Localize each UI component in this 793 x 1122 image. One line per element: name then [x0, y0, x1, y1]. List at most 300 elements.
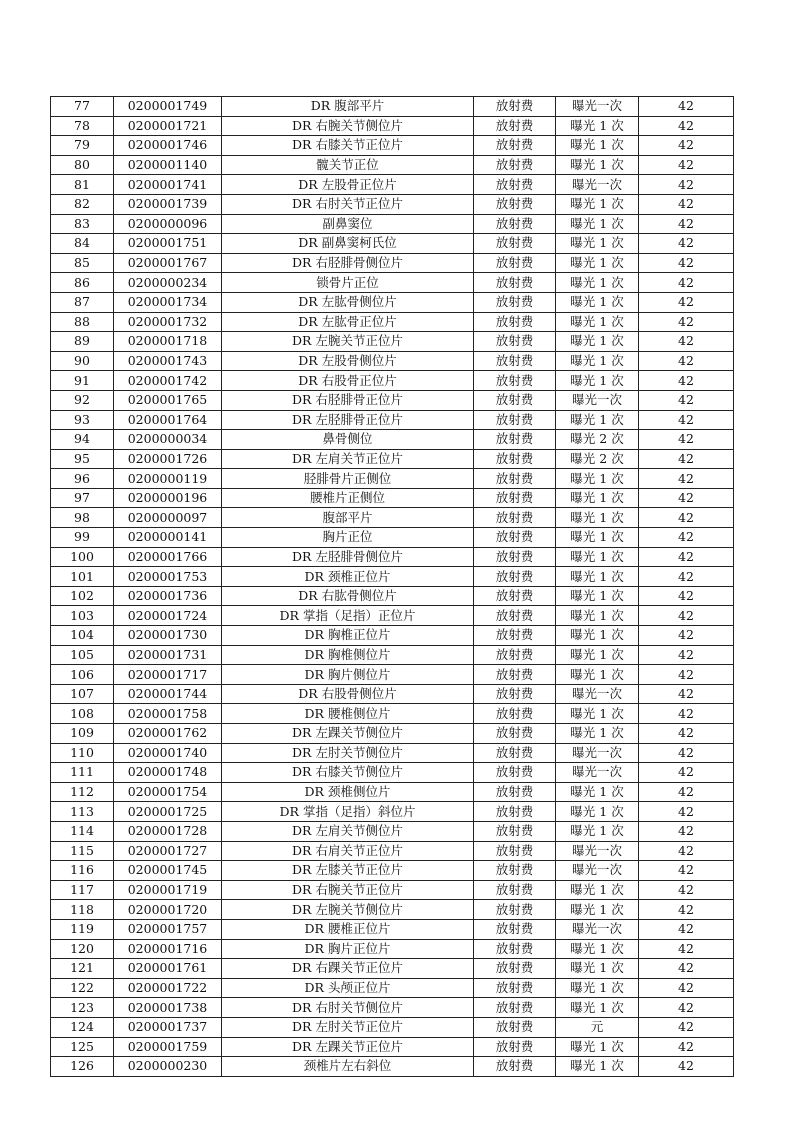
- cell-unit: 曝光 1 次: [556, 469, 639, 489]
- cell-item-code: 0200001726: [114, 449, 222, 469]
- cell-fee-category: 放射费: [474, 116, 556, 136]
- cell-price: 42: [639, 880, 734, 900]
- cell-unit: 曝光 1 次: [556, 547, 639, 567]
- cell-unit: 曝光 1 次: [556, 273, 639, 293]
- table-row: [51, 1017, 734, 1037]
- cell-unit: 曝光 1 次: [556, 371, 639, 391]
- cell-item-name: 腰椎片正侧位: [222, 488, 474, 508]
- cell-unit: 曝光 1 次: [556, 194, 639, 214]
- cell-price: 42: [639, 547, 734, 567]
- cell-price: 42: [639, 586, 734, 606]
- cell-unit: 曝光 1 次: [556, 410, 639, 430]
- cell-item-name: DR 头颅正位片: [222, 978, 474, 998]
- cell-item-name: DR 颈椎侧位片: [222, 782, 474, 802]
- cell-price: 42: [639, 939, 734, 959]
- cell-fee-category: 放射费: [474, 528, 556, 548]
- cell-item-code: 0200001739: [114, 194, 222, 214]
- table-row: [51, 253, 734, 273]
- cell-number: 121: [51, 959, 114, 979]
- cell-unit: 曝光 1 次: [556, 880, 639, 900]
- cell-fee-category: 放射费: [474, 371, 556, 391]
- cell-unit: 曝光一次: [556, 763, 639, 783]
- cell-item-code: 0200001744: [114, 684, 222, 704]
- cell-price: 42: [639, 234, 734, 254]
- cell-fee-category: 放射费: [474, 821, 556, 841]
- table-row: [51, 1057, 734, 1077]
- cell-number: 97: [51, 488, 114, 508]
- cell-fee-category: 放射费: [474, 449, 556, 469]
- cell-fee-category: 放射费: [474, 782, 556, 802]
- cell-unit: 曝光 2 次: [556, 430, 639, 450]
- cell-item-code: 0200001734: [114, 292, 222, 312]
- cell-item-code: 0200001764: [114, 410, 222, 430]
- cell-fee-category: 放射费: [474, 214, 556, 234]
- table-row: [51, 332, 734, 352]
- cell-number: 102: [51, 586, 114, 606]
- cell-fee-category: 放射费: [474, 508, 556, 528]
- cell-item-name: DR 左肱骨侧位片: [222, 292, 474, 312]
- cell-unit: 曝光 1 次: [556, 116, 639, 136]
- cell-item-code: 0200001746: [114, 136, 222, 156]
- cell-price: 42: [639, 253, 734, 273]
- cell-fee-category: 放射费: [474, 175, 556, 195]
- cell-item-name: DR 右股骨正位片: [222, 371, 474, 391]
- table-row: [51, 155, 734, 175]
- cell-unit: 曝光 1 次: [556, 528, 639, 548]
- cell-item-name: DR 右踝关节正位片: [222, 959, 474, 979]
- cell-number: 83: [51, 214, 114, 234]
- table-row: [51, 430, 734, 450]
- cell-unit: 曝光 1 次: [556, 351, 639, 371]
- cell-item-code: 0200001717: [114, 665, 222, 685]
- cell-unit: 曝光一次: [556, 684, 639, 704]
- cell-item-name: DR 左肱骨正位片: [222, 312, 474, 332]
- cell-number: 105: [51, 645, 114, 665]
- cell-fee-category: 放射费: [474, 665, 556, 685]
- cell-price: 42: [639, 97, 734, 117]
- cell-price: 42: [639, 292, 734, 312]
- cell-item-name: DR 腰椎侧位片: [222, 704, 474, 724]
- cell-unit: 曝光 1 次: [556, 136, 639, 156]
- cell-unit: 曝光一次: [556, 175, 639, 195]
- table-row: [51, 743, 734, 763]
- cell-price: 42: [639, 626, 734, 646]
- table-row: [51, 214, 734, 234]
- table-row: [51, 371, 734, 391]
- table-row: [51, 763, 734, 783]
- table-row: [51, 959, 734, 979]
- cell-item-code: 0200001719: [114, 880, 222, 900]
- cell-price: 42: [639, 351, 734, 371]
- cell-price: 42: [639, 743, 734, 763]
- cell-item-name: DR 掌指（足指）斜位片: [222, 802, 474, 822]
- cell-fee-category: 放射费: [474, 704, 556, 724]
- cell-item-code: 0200000034: [114, 430, 222, 450]
- cell-fee-category: 放射费: [474, 919, 556, 939]
- cell-item-name: DR 胸椎侧位片: [222, 645, 474, 665]
- cell-price: 42: [639, 508, 734, 528]
- table-row: [51, 978, 734, 998]
- cell-price: 42: [639, 1037, 734, 1057]
- cell-item-code: 0200001742: [114, 371, 222, 391]
- cell-price: 42: [639, 528, 734, 548]
- cell-fee-category: 放射费: [474, 292, 556, 312]
- cell-item-name: DR 右腕关节侧位片: [222, 116, 474, 136]
- cell-fee-category: 放射费: [474, 1057, 556, 1077]
- cell-price: 42: [639, 410, 734, 430]
- cell-number: 96: [51, 469, 114, 489]
- cell-number: 95: [51, 449, 114, 469]
- cell-unit: 曝光一次: [556, 919, 639, 939]
- cell-item-name: DR 右膝关节侧位片: [222, 763, 474, 783]
- cell-item-code: 0200001749: [114, 97, 222, 117]
- cell-fee-category: 放射费: [474, 410, 556, 430]
- cell-item-code: 0200001728: [114, 821, 222, 841]
- cell-number: 116: [51, 861, 114, 881]
- table-row: [51, 508, 734, 528]
- cell-number: 120: [51, 939, 114, 959]
- cell-unit: 曝光一次: [556, 861, 639, 881]
- cell-unit: 元: [556, 1017, 639, 1037]
- table-row: [51, 547, 734, 567]
- cell-item-name: DR 左胫腓骨侧位片: [222, 547, 474, 567]
- cell-fee-category: 放射费: [474, 547, 556, 567]
- cell-item-name: DR 右胫腓骨正位片: [222, 390, 474, 410]
- cell-item-name: DR 左肘关节正位片: [222, 1017, 474, 1037]
- cell-price: 42: [639, 390, 734, 410]
- cell-fee-category: 放射费: [474, 430, 556, 450]
- table-row: [51, 1037, 734, 1057]
- cell-price: 42: [639, 821, 734, 841]
- cell-number: 79: [51, 136, 114, 156]
- cell-number: 93: [51, 410, 114, 430]
- cell-fee-category: 放射费: [474, 841, 556, 861]
- cell-number: 99: [51, 528, 114, 548]
- cell-fee-category: 放射费: [474, 626, 556, 646]
- cell-fee-category: 放射费: [474, 488, 556, 508]
- cell-price: 42: [639, 312, 734, 332]
- cell-fee-category: 放射费: [474, 312, 556, 332]
- cell-fee-category: 放射费: [474, 978, 556, 998]
- cell-price: 42: [639, 645, 734, 665]
- cell-price: 42: [639, 959, 734, 979]
- cell-unit: 曝光一次: [556, 841, 639, 861]
- cell-price: 42: [639, 214, 734, 234]
- cell-item-code: 0200001722: [114, 978, 222, 998]
- cell-unit: 曝光 1 次: [556, 606, 639, 626]
- cell-fee-category: 放射费: [474, 586, 556, 606]
- cell-item-name: 副鼻窦位: [222, 214, 474, 234]
- table-row: [51, 880, 734, 900]
- table-row: [51, 469, 734, 489]
- cell-item-name: 髋关节正位: [222, 155, 474, 175]
- cell-unit: 曝光一次: [556, 743, 639, 763]
- cell-price: 42: [639, 782, 734, 802]
- cell-number: 98: [51, 508, 114, 528]
- table-row: [51, 919, 734, 939]
- cell-number: 94: [51, 430, 114, 450]
- cell-price: 42: [639, 724, 734, 744]
- cell-price: 42: [639, 763, 734, 783]
- cell-item-code: 0200001732: [114, 312, 222, 332]
- cell-unit: 曝光 1 次: [556, 704, 639, 724]
- cell-unit: 曝光 1 次: [556, 508, 639, 528]
- cell-number: 125: [51, 1037, 114, 1057]
- cell-number: 106: [51, 665, 114, 685]
- cell-fee-category: 放射费: [474, 136, 556, 156]
- cell-unit: 曝光 1 次: [556, 782, 639, 802]
- table-row: [51, 175, 734, 195]
- cell-price: 42: [639, 1057, 734, 1077]
- cell-number: 80: [51, 155, 114, 175]
- cell-fee-category: 放射费: [474, 802, 556, 822]
- table-row: [51, 586, 734, 606]
- cell-number: 91: [51, 371, 114, 391]
- cell-number: 118: [51, 900, 114, 920]
- cell-number: 87: [51, 292, 114, 312]
- cell-price: 42: [639, 175, 734, 195]
- cell-fee-category: 放射费: [474, 684, 556, 704]
- cell-price: 42: [639, 469, 734, 489]
- table-row: [51, 97, 734, 117]
- cell-price: 42: [639, 861, 734, 881]
- cell-item-name: DR 左膝关节正位片: [222, 861, 474, 881]
- cell-number: 110: [51, 743, 114, 763]
- cell-item-code: 0200000119: [114, 469, 222, 489]
- cell-number: 109: [51, 724, 114, 744]
- cell-number: 100: [51, 547, 114, 567]
- cell-unit: 曝光 1 次: [556, 645, 639, 665]
- table-row: [51, 116, 734, 136]
- cell-unit: 曝光一次: [556, 390, 639, 410]
- cell-fee-category: 放射费: [474, 606, 556, 626]
- cell-item-code: 0200001731: [114, 645, 222, 665]
- cell-price: 42: [639, 194, 734, 214]
- cell-number: 124: [51, 1017, 114, 1037]
- cell-price: 42: [639, 567, 734, 587]
- cell-item-name: DR 左肘关节侧位片: [222, 743, 474, 763]
- cell-item-code: 0200001727: [114, 841, 222, 861]
- cell-price: 42: [639, 998, 734, 1018]
- cell-number: 81: [51, 175, 114, 195]
- cell-unit: 曝光 1 次: [556, 586, 639, 606]
- cell-item-name: 鼻骨侧位: [222, 430, 474, 450]
- cell-item-code: 0200001740: [114, 743, 222, 763]
- cell-item-name: DR 胸片正位片: [222, 939, 474, 959]
- cell-unit: 曝光 1 次: [556, 253, 639, 273]
- table-row: [51, 273, 734, 293]
- cell-fee-category: 放射费: [474, 194, 556, 214]
- cell-unit: 曝光 1 次: [556, 1037, 639, 1057]
- cell-item-code: 0200001766: [114, 547, 222, 567]
- cell-item-code: 0200001761: [114, 959, 222, 979]
- cell-number: 126: [51, 1057, 114, 1077]
- cell-unit: 曝光 1 次: [556, 724, 639, 744]
- cell-price: 42: [639, 919, 734, 939]
- cell-unit: 曝光 1 次: [556, 900, 639, 920]
- cell-item-name: DR 右肘关节正位片: [222, 194, 474, 214]
- cell-item-code: 0200001718: [114, 332, 222, 352]
- cell-item-code: 0200001759: [114, 1037, 222, 1057]
- cell-item-code: 0200001716: [114, 939, 222, 959]
- cell-item-code: 0200001140: [114, 155, 222, 175]
- cell-unit: 曝光 1 次: [556, 567, 639, 587]
- cell-item-code: 0200000097: [114, 508, 222, 528]
- cell-item-name: DR 右肘关节侧位片: [222, 998, 474, 1018]
- table-row: [51, 390, 734, 410]
- cell-unit: 曝光 1 次: [556, 821, 639, 841]
- cell-item-name: DR 腰椎正位片: [222, 919, 474, 939]
- cell-item-name: DR 左腕关节正位片: [222, 332, 474, 352]
- cell-item-code: 0200001745: [114, 861, 222, 881]
- cell-item-name: 颈椎片左右斜位: [222, 1057, 474, 1077]
- table-row: [51, 704, 734, 724]
- cell-fee-category: 放射费: [474, 273, 556, 293]
- table-row: [51, 351, 734, 371]
- table-row: [51, 528, 734, 548]
- cell-fee-category: 放射费: [474, 390, 556, 410]
- cell-fee-category: 放射费: [474, 900, 556, 920]
- cell-number: 104: [51, 626, 114, 646]
- cell-unit: 曝光 1 次: [556, 626, 639, 646]
- cell-unit: 曝光 1 次: [556, 214, 639, 234]
- cell-number: 82: [51, 194, 114, 214]
- cell-number: 115: [51, 841, 114, 861]
- cell-item-code: 0200000234: [114, 273, 222, 293]
- cell-item-code: 0200001758: [114, 704, 222, 724]
- cell-fee-category: 放射费: [474, 155, 556, 175]
- cell-unit: 曝光 1 次: [556, 234, 639, 254]
- cell-number: 88: [51, 312, 114, 332]
- table-row: [51, 194, 734, 214]
- cell-fee-category: 放射费: [474, 939, 556, 959]
- cell-item-code: 0200000096: [114, 214, 222, 234]
- cell-price: 42: [639, 802, 734, 822]
- table-row: [51, 998, 734, 1018]
- cell-item-name: 锁骨片正位: [222, 273, 474, 293]
- cell-unit: 曝光 1 次: [556, 939, 639, 959]
- cell-item-name: DR 腹部平片: [222, 97, 474, 117]
- table-row: [51, 606, 734, 626]
- cell-fee-category: 放射费: [474, 645, 556, 665]
- cell-unit: 曝光 1 次: [556, 488, 639, 508]
- cell-item-code: 0200001730: [114, 626, 222, 646]
- cell-item-code: 0200001765: [114, 390, 222, 410]
- cell-unit: 曝光 1 次: [556, 959, 639, 979]
- cell-number: 122: [51, 978, 114, 998]
- cell-item-code: 0200001738: [114, 998, 222, 1018]
- cell-unit: 曝光 1 次: [556, 292, 639, 312]
- cell-unit: 曝光 1 次: [556, 312, 639, 332]
- cell-item-name: DR 右股骨侧位片: [222, 684, 474, 704]
- table-row: [51, 449, 734, 469]
- cell-fee-category: 放射费: [474, 880, 556, 900]
- cell-item-name: DR 右肱骨侧位片: [222, 586, 474, 606]
- cell-fee-category: 放射费: [474, 351, 556, 371]
- cell-item-name: DR 左股骨正位片: [222, 175, 474, 195]
- cell-item-code: 0200001762: [114, 724, 222, 744]
- cell-fee-category: 放射费: [474, 743, 556, 763]
- cell-item-code: 0200001724: [114, 606, 222, 626]
- cell-number: 86: [51, 273, 114, 293]
- cell-fee-category: 放射费: [474, 959, 556, 979]
- cell-fee-category: 放射费: [474, 253, 556, 273]
- cell-item-code: 0200000141: [114, 528, 222, 548]
- fee-table: [50, 96, 734, 1077]
- cell-item-code: 0200001725: [114, 802, 222, 822]
- cell-price: 42: [639, 449, 734, 469]
- cell-item-name: DR 颈椎正位片: [222, 567, 474, 587]
- cell-number: 84: [51, 234, 114, 254]
- cell-item-name: DR 胸椎正位片: [222, 626, 474, 646]
- cell-fee-category: 放射费: [474, 1017, 556, 1037]
- cell-price: 42: [639, 1017, 734, 1037]
- cell-item-code: 0200001737: [114, 1017, 222, 1037]
- cell-item-code: 0200001720: [114, 900, 222, 920]
- table-row: [51, 684, 734, 704]
- cell-number: 107: [51, 684, 114, 704]
- table-row: [51, 782, 734, 802]
- table-row: [51, 292, 734, 312]
- cell-item-code: 0200001741: [114, 175, 222, 195]
- cell-number: 92: [51, 390, 114, 410]
- cell-item-name: DR 左胫腓骨正位片: [222, 410, 474, 430]
- cell-number: 117: [51, 880, 114, 900]
- cell-unit: 曝光 1 次: [556, 978, 639, 998]
- cell-unit: 曝光 1 次: [556, 1057, 639, 1077]
- cell-fee-category: 放射费: [474, 567, 556, 587]
- cell-price: 42: [639, 900, 734, 920]
- table-row: [51, 410, 734, 430]
- cell-item-name: 腹部平片: [222, 508, 474, 528]
- table-row: [51, 312, 734, 332]
- cell-item-name: DR 左肩关节正位片: [222, 449, 474, 469]
- table-row: [51, 841, 734, 861]
- cell-price: 42: [639, 704, 734, 724]
- cell-price: 42: [639, 841, 734, 861]
- cell-fee-category: 放射费: [474, 97, 556, 117]
- table-row: [51, 821, 734, 841]
- cell-unit: 曝光 1 次: [556, 332, 639, 352]
- cell-item-name: DR 右肩关节正位片: [222, 841, 474, 861]
- table-row: [51, 567, 734, 587]
- cell-unit: 曝光一次: [556, 97, 639, 117]
- cell-item-name: DR 掌指（足指）正位片: [222, 606, 474, 626]
- cell-item-code: 0200001753: [114, 567, 222, 587]
- cell-item-name: DR 右胫腓骨侧位片: [222, 253, 474, 273]
- cell-price: 42: [639, 273, 734, 293]
- cell-unit: 曝光 1 次: [556, 665, 639, 685]
- cell-price: 42: [639, 136, 734, 156]
- cell-item-name: DR 右腕关节正位片: [222, 880, 474, 900]
- cell-fee-category: 放射费: [474, 724, 556, 744]
- cell-item-code: 0200001748: [114, 763, 222, 783]
- table-row: [51, 488, 734, 508]
- cell-number: 113: [51, 802, 114, 822]
- cell-number: 112: [51, 782, 114, 802]
- cell-item-code: 0200001757: [114, 919, 222, 939]
- cell-item-code: 0200001743: [114, 351, 222, 371]
- cell-fee-category: 放射费: [474, 998, 556, 1018]
- cell-item-name: DR 左腕关节侧位片: [222, 900, 474, 920]
- cell-item-name: DR 左股骨侧位片: [222, 351, 474, 371]
- cell-fee-category: 放射费: [474, 1037, 556, 1057]
- cell-item-name: DR 胸片侧位片: [222, 665, 474, 685]
- cell-fee-category: 放射费: [474, 469, 556, 489]
- cell-unit: 曝光 1 次: [556, 802, 639, 822]
- cell-fee-category: 放射费: [474, 332, 556, 352]
- cell-number: 119: [51, 919, 114, 939]
